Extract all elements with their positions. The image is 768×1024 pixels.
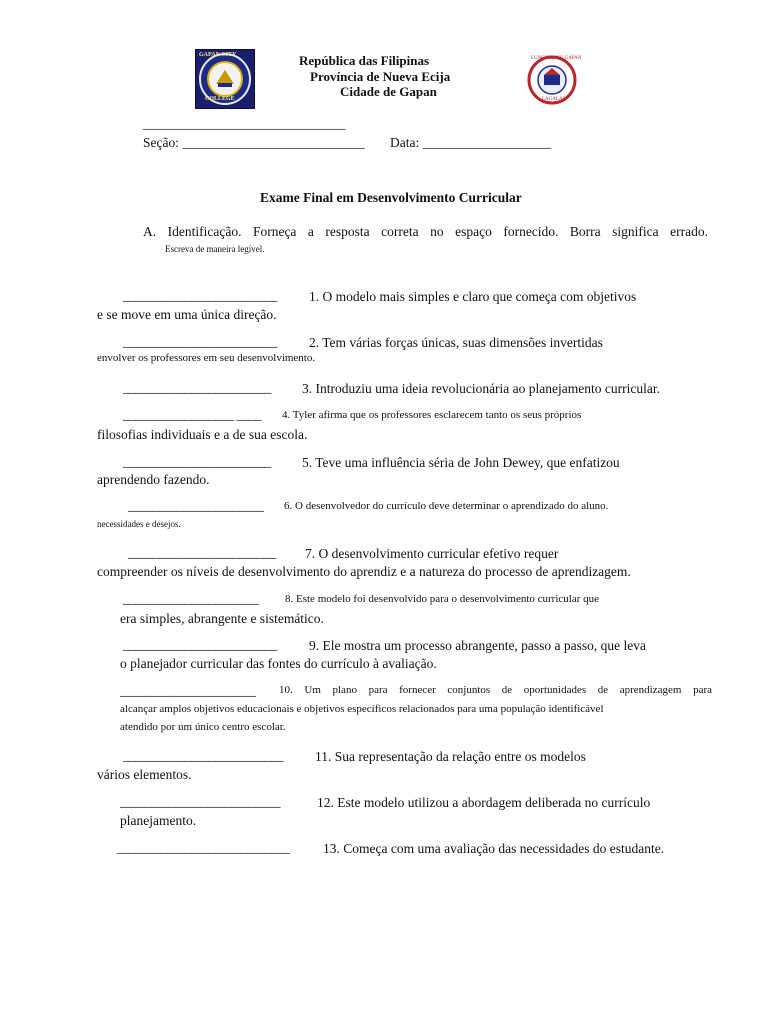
answer-blank-3[interactable]: ________________________ — [123, 380, 271, 395]
instructions-line2: Escreva de maneira legível. — [165, 244, 265, 254]
question-10-text: 10. Um plano para fornecer conjuntos de oportunidades de aprendizagem para — [279, 684, 712, 696]
answer-blank-12[interactable]: __________________________ — [120, 794, 280, 809]
answer-blank-5[interactable]: ________________________ — [123, 454, 271, 469]
question-2-text: 2. Tem várias forças únicas, suas dimensões invertidas — [309, 335, 603, 350]
question-1-text: 1. O modelo mais simples e claro que começa com objetivos — [309, 289, 637, 304]
question-7-text-cont: compreender os níveis de desenvolvimento do aprendiz e a natureza do processo de aprendizagem. — [97, 564, 631, 579]
left-seal-bottom-text: COLLEGE — [205, 96, 235, 102]
question-2-text-cont: envolver os professores em seu desenvolvimento. — [97, 352, 316, 364]
question-12-text-cont: planejamento. — [120, 813, 197, 828]
section-field[interactable]: Seção: ___________________________ — [143, 135, 365, 150]
question-10-text-cont2: atendido por um único centro escolar. — [120, 721, 286, 733]
question-5-text: 5. Teve uma influência séria de John Dewey, que enfatizou — [302, 455, 620, 470]
question-10-text-cont: alcançar amplos objetivos educacionais e objetivos específicos relacionados para uma população identificável — [120, 703, 604, 715]
question-11-text-cont: vários elementos. — [97, 767, 192, 782]
question-4-text: 4. Tyler afirma que os professores esclarecem tanto os seus próprios — [282, 409, 582, 421]
answer-blank-8[interactable]: ______________________ — [123, 591, 259, 606]
right-seal-top-text: LUNGSOD NG GAPAN — [531, 56, 582, 61]
question-1-text-cont: e se move em uma única direção. — [97, 307, 277, 322]
answer-blank-9[interactable]: _________________________ — [123, 637, 277, 652]
question-6-text-cont: necessidades e desejos. — [97, 519, 181, 529]
question-12-text: 12. Este modelo utilizou a abordagem deliberada no currículo — [317, 795, 651, 810]
question-9-text: 9. Ele mostra um processo abrangente, passo a passo, que leva — [309, 638, 647, 653]
question-4-text-cont: filosofias individuais e a de sua escola. — [97, 427, 308, 442]
answer-blank-11[interactable]: __________________________ — [123, 748, 283, 763]
right-seal-bottom-text: LAGALAS — [542, 97, 566, 102]
answer-blank-6[interactable]: ______________________ — [128, 498, 264, 513]
left-seal-top-text: GAPAN CITY — [199, 52, 237, 58]
question-5-text-cont: aprendendo fazendo. — [97, 472, 210, 487]
exam-title: Exame Final em Desenvolvimento Curricular — [260, 190, 522, 205]
answer-blank-10[interactable]: ______________________ — [120, 683, 256, 698]
answer-blank-1[interactable]: _________________________ — [123, 288, 277, 303]
answer-blank-4[interactable]: __________________ ____ — [123, 407, 262, 422]
header-city: Cidade de Gapan — [340, 84, 437, 99]
question-8-text-cont: era simples, abrangente e sistemático. — [120, 611, 324, 626]
answer-blank-7[interactable]: ________________________ — [128, 545, 276, 560]
name-field-line[interactable]: ______________________________ — [143, 116, 346, 131]
question-8-text: 8. Este modelo foi desenvolvido para o desenvolvimento curricular que — [285, 593, 600, 605]
question-3-text: 3. Introduziu uma ideia revolucionária ao planejamento curricular. — [302, 381, 660, 396]
question-6-text: 6. O desenvolvedor do currículo deve determinar o aprendizado do aluno. — [284, 500, 609, 512]
answer-blank-2[interactable]: _________________________ — [123, 334, 277, 349]
question-7-text: 7. O desenvolvimento curricular efetivo requer — [305, 546, 559, 561]
question-11-text: 11. Sua representação da relação entre os modelos — [315, 749, 586, 764]
question-13-text: 13. Começa com uma avaliação das necessidades do estudante. — [323, 841, 665, 856]
answer-blank-13[interactable]: ____________________________ — [117, 840, 290, 855]
question-9-text-cont: o planejador curricular das fontes do currículo à avaliação. — [120, 656, 437, 671]
date-field[interactable]: Data: ___________________ — [390, 135, 551, 150]
header-country: República das Filipinas — [299, 53, 430, 68]
header-province: Província de Nueva Ecija — [310, 69, 451, 84]
instructions-line1: A. Identificação. Forneça a resposta correta no espaço fornecido. Borra significa errado. — [143, 224, 708, 239]
